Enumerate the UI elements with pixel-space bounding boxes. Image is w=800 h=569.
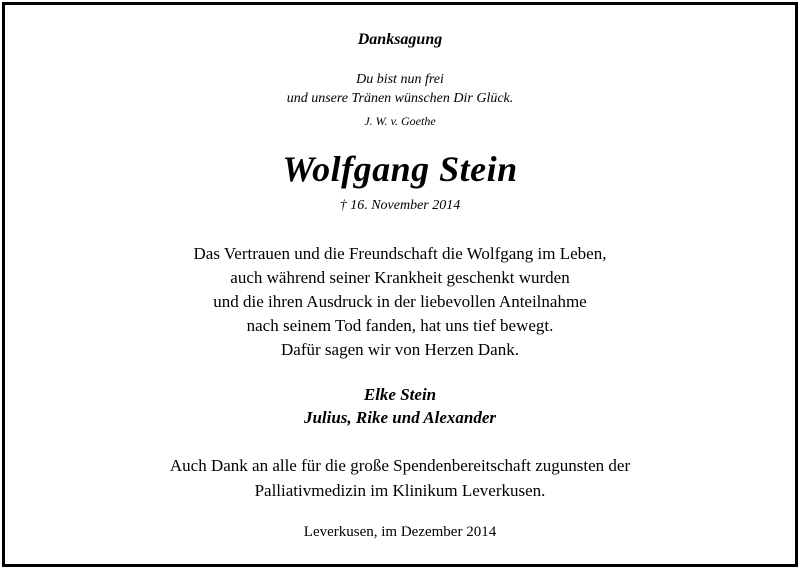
body-line-2: auch während seiner Krankheit geschenkt wurden [230, 268, 570, 287]
body-line-4: nach seinem Tod fanden, hat uns tief bewegt. [246, 316, 554, 335]
thanks-line-2: Palliativmedizin im Klinikum Leverkusen. [254, 481, 546, 500]
body-line-5: Dafür sagen wir von Herzen Dank. [281, 340, 519, 359]
notice-heading: Danksagung [357, 31, 443, 48]
deceased-name: Wolfgang Stein [282, 149, 518, 189]
place-date: Leverkusen, im Dezember 2014 [303, 524, 497, 540]
quote-line-1: Du bist nun frei [356, 72, 444, 87]
quote-author: J. W. v. Goethe [364, 114, 436, 128]
body-line-1: Das Vertrauen und die Freundschaft die Wolfgang im Leben, [193, 244, 607, 263]
signature-line-2: Julius, Rike und Alexander [303, 408, 497, 427]
signature-line-1: Elke Stein [363, 385, 437, 404]
body-line-3: und die ihren Ausdruck in der liebevollen Anteilnahme [213, 292, 587, 311]
thanks-line-1: Auch Dank an alle für die große Spendenbereitschaft zugunsten der [169, 456, 631, 475]
death-date: † 16. November 2014 [339, 198, 461, 213]
quote-line-2: und unsere Tränen wünschen Dir Glück. [286, 91, 514, 106]
